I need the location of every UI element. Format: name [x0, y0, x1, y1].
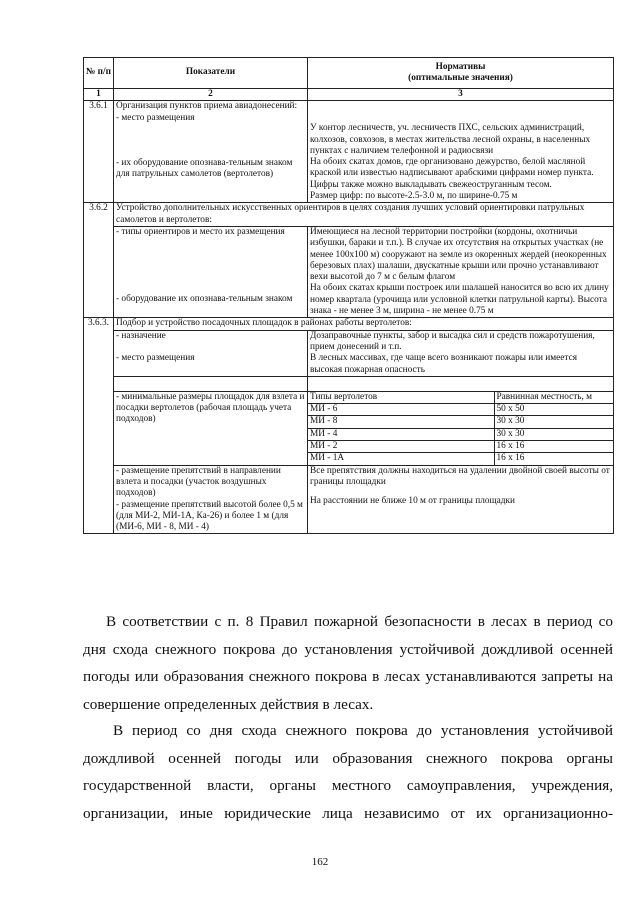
header-norms-line1: Нормативы — [435, 61, 486, 72]
table-row — [84, 318, 614, 330]
paragraph-line: дня схода снежного покрова до установления устойчивой дождливой осенней — [83, 640, 613, 658]
helicopter-type: МИ - 6 — [308, 404, 494, 416]
paragraph-line: дождливой осенней погоды или образования снежного покрова органы — [83, 749, 613, 767]
item-value: На обоих скатах домов, где организовано дежурство, белой масляной краской или известью надписывают арабскими цифрами номер пункта. Цифры также можно выкладывать свежеоструганным тесом. — [310, 157, 594, 190]
helicopter-type: МИ - 8 — [308, 416, 494, 428]
paragraph-line: В соответствии с п. 8 Правил пожарной безопасности в лесах в период со — [106, 613, 613, 630]
pad-size: 30 х 30 — [494, 428, 613, 440]
colnum-3: 3 — [308, 89, 614, 101]
sizes-row — [308, 416, 613, 428]
item-value: Дозаправочные пункты, забор и высадка сил и средств пожаротушения, прием донесений и т.п. — [310, 330, 595, 352]
body-paragraph-1 — [83, 608, 613, 718]
section-title: Организация пунктов приема авиадонесений: — [116, 101, 298, 112]
norms-table — [83, 57, 614, 534]
table-row — [84, 376, 614, 391]
section-content — [114, 101, 308, 203]
paragraph-line: совершение определенных действия в лесах. — [83, 695, 374, 713]
section-values — [308, 226, 614, 317]
item-label: - размещение препятствий высотой более 0,5 м (для МИ-2, МИ-1А, Ка-26) и более 1 м (для (МИ-6, МИ - 8, МИ - 4) — [116, 499, 303, 533]
colnum-1: 1 — [84, 89, 114, 101]
item-label: - место размещения — [116, 352, 195, 363]
section-content — [114, 330, 308, 376]
table-row — [84, 391, 614, 465]
helicopter-type: МИ - 4 — [308, 428, 494, 440]
item-value: В лесных массивах, где чаще всего возникают пожары или имеется высокая пожарная опасность — [310, 353, 577, 375]
section-number: 3.6.2 — [84, 203, 114, 318]
paragraph-line: В период со дня схода снежного покрова до установления устойчивой — [113, 722, 613, 739]
item-label: - типы ориентиров и место их размещения — [116, 226, 285, 237]
paragraph-line: государственной власти, органы местного самоуправления, учреждения, — [83, 777, 613, 794]
paragraph-line: организации, иные юридические лица независимо от их организационно- — [83, 804, 613, 822]
page-number: 162 — [311, 856, 329, 868]
section-title: Подбор и устройство посадочных площадок в районах работы вертолетов: — [114, 318, 614, 330]
item-label: - размещение препятствий в направлении взлета и посадки (участок воздушных подходов) — [116, 465, 281, 499]
item-label: - место размещения — [116, 112, 195, 123]
section-title: Устройство дополнительных искусственных ориентиров в целях создания лучших условий ориентировки патрульных самолетов и вертолетов: — [114, 203, 614, 227]
item-value: Все препятствия должны находиться на удалении двойной своей высоты от границы площадки — [310, 465, 610, 487]
item-value: У контор лесничеств, уч. лесничеств ПХС, сельских администраций, колхозов, совхозов, в местах жительства лесной охраны, в населенных пунктах с наличием телефонной и радиосвязи — [310, 123, 591, 156]
item-label: - их оборудование опознава-тельным знаком для патрульных самолетов (вертолетов) — [116, 157, 293, 180]
sizes-row — [308, 453, 613, 465]
table-row — [84, 203, 614, 227]
colnum-2: 2 — [114, 89, 308, 101]
section-content — [114, 465, 308, 534]
item-label: - минимальные размеры площадок для взлета и посадки вертолетов (рабочая площадь учета подходов) — [114, 391, 308, 465]
body-paragraph-2 — [83, 717, 613, 827]
table-row — [84, 101, 614, 203]
header-num: № п/п — [84, 58, 114, 89]
item-value: На обоих скатах крыши построек или шалашей наносится во всю их длину номер квартала (урочища или условной клетки патрульной карты). Высота знака - не менее 3 м, ширина - не менее 0.75 м — [310, 283, 609, 317]
header-norms-line2: (оптимальные значения) — [408, 73, 513, 83]
section-number: 3.6.1 — [84, 101, 114, 203]
sizes-row — [308, 428, 613, 440]
sizes-header-flat: Равнинная местность, м — [494, 392, 613, 404]
item-note: Размер цифр: по высоте-2.5-3.0 м, по ширине-0.75 м — [310, 191, 518, 202]
helicopter-type: МИ - 1А — [308, 453, 494, 465]
item-label: - назначение — [116, 330, 166, 341]
sizes-row — [308, 404, 613, 416]
sizes-header-row — [308, 392, 613, 404]
section-values — [308, 101, 614, 203]
table-row — [84, 330, 614, 376]
sizes-row — [308, 441, 613, 453]
column-numbers-row — [84, 89, 614, 101]
section-values — [308, 465, 614, 534]
header-indicators: Показатели — [114, 58, 308, 89]
paragraph-line: погоды или образования снежного покрова в лесах устанавливаются запреты на — [83, 668, 613, 685]
item-value: На расстоянии не ближе 10 м от границы площадки — [310, 496, 516, 507]
section-number: 3.6.3. — [84, 318, 114, 534]
pad-size: 30 х 30 — [494, 416, 613, 428]
sizes-header-type: Типы вертолетов — [308, 392, 494, 404]
header-norms — [308, 58, 614, 89]
helicopter-sizes-cell — [308, 391, 614, 465]
pad-size: 50 х 50 — [494, 404, 613, 416]
helicopter-sizes-table — [308, 392, 613, 465]
helicopter-type: МИ - 2 — [308, 441, 494, 453]
table-header-row — [84, 58, 614, 89]
section-values — [308, 330, 614, 376]
table-row — [84, 226, 614, 317]
table-row — [84, 465, 614, 534]
section-content — [114, 226, 308, 317]
item-label: - оборудование их опознава-тельным знаком — [116, 294, 293, 305]
pad-size: 16 х 16 — [494, 441, 613, 453]
pad-size: 16 х 16 — [494, 453, 613, 465]
item-value: Имеющиеся на лесной территории постройки (кордоны, охотничьи избушки, бараки и т.п.). В случае их отсутствия на открытых участках (не менее 100х100 м) сооружают на земле из окоренных жердей (неокоренных березовых плах) шалаши, двускатные крыши или прочно устанавливают вехи высотой до 7 м с белым флагом — [310, 226, 607, 283]
